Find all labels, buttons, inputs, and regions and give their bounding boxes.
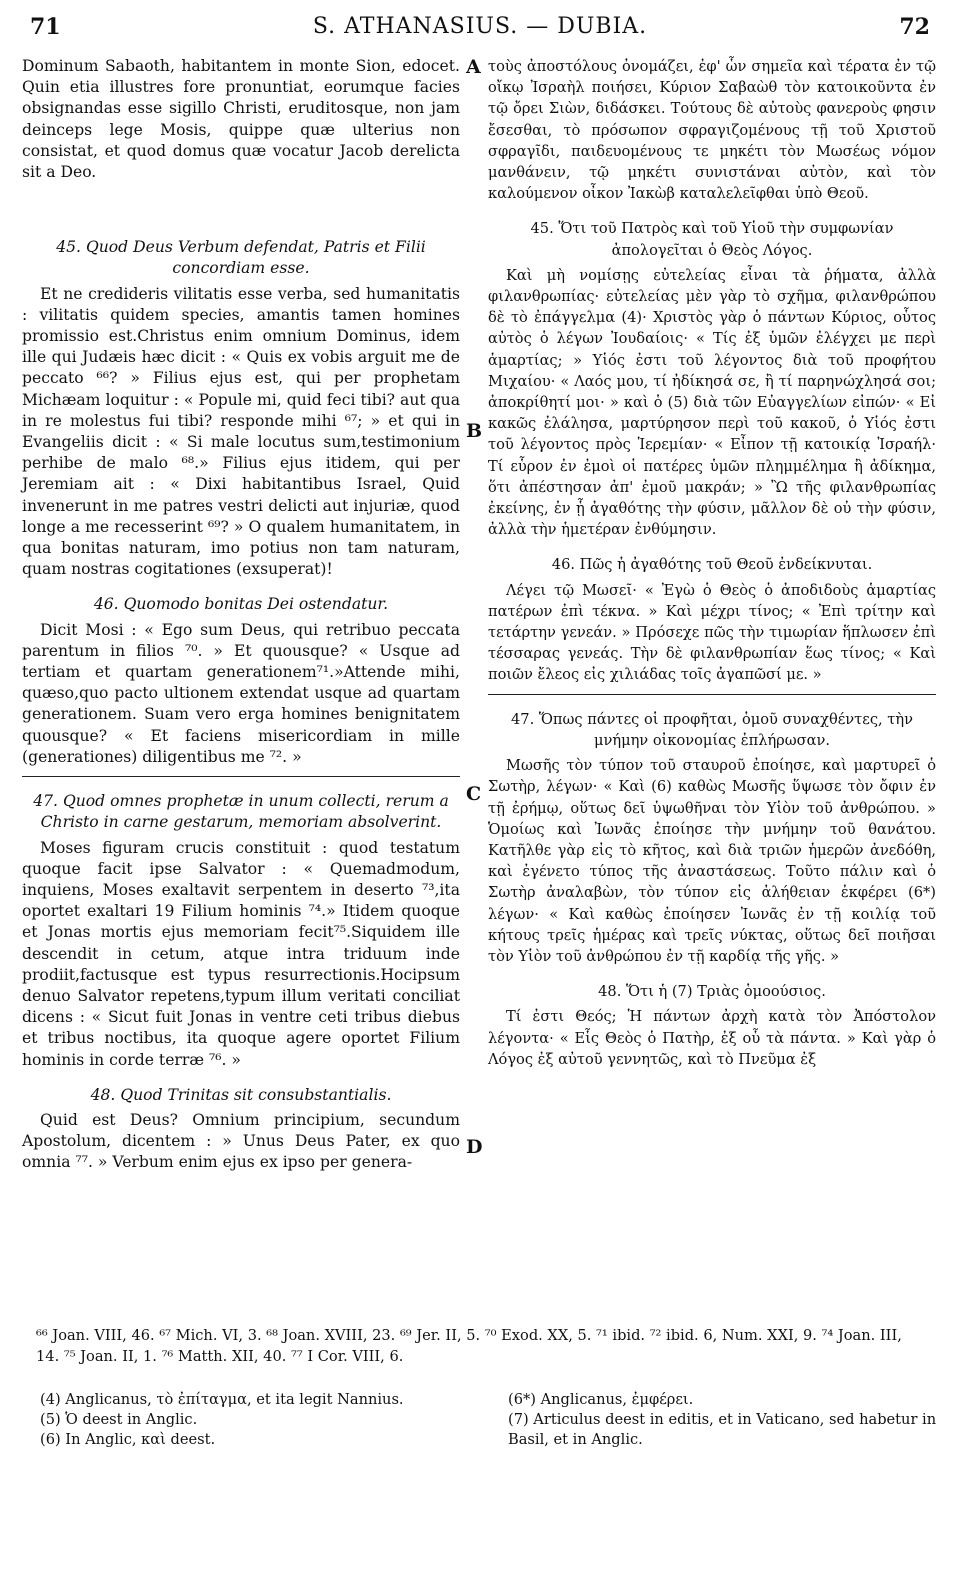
latin-section-48-title: 48. Quod Trinitas sit consubstantialis. (90, 1085, 392, 1104)
latin-section-47-text: Moses figuram crucis constituit : quod testatum quoque facit ipse Salvator : « Quemadmodum, inquiens, Moses exaltavit serpentem in deserto ⁷³,ita oportet exaltari 19 Filium hominis ⁷⁴.» Itidem quoque et Jonas mortis ejus memoriam fecit⁷⁵.Siquidem ille descendit in cetum, atque intra triduum inde prodiit,factusque est typus resurrectionis.Hocipsum denuo Salvator repetens,typum illum veritati conciliat dicens : « Sicut fuit Jonas in ventre ceti tribus diebus et tribus noctibus, ita quoque agere oportet Filium hominis in corde terræ ⁷⁶. » (22, 838, 460, 1069)
greek-divider (488, 694, 936, 695)
greek-section-48-text: Τί ἐστι Θεός; Ἡ πάντων ἀρχὴ κατὰ τὸν Ἀπόστολον λέγοντα· « Εἷς Θεὸς ὁ Πατὴρ, ἐξ οὗ τὰ πάντα. » Καὶ γὰρ ὁ Λόγος ἐξ αὐτοῦ γεννητῶς, καὶ τὸ Πνεῦμα ἐξ (488, 1008, 936, 1068)
latin-section-48-text: Quid est Deus? Omnium principium, secundum Apostolum, dicentem : » Unus Deus Pater, ex quo omnia ⁷⁷. » Verbum enim ejus ex ipso per genera- (22, 1110, 460, 1172)
running-title: S. ATHANASIUS. — DUBIA. (312, 14, 648, 39)
greek-section-45-text: Καὶ μὴ νομίσῃς εὐτελείας εἶναι τὰ ῥήματα, ἀλλὰ φιλανθρωπίας· εὐτελείας μὲν γὰρ τὸ σχῆμα, φιλανθρώπου δὲ τὸ ἐπάγγελμα (4)· Χριστὸς γὰρ ὁ πάντων Κύριος, οὗτος αὐτὸς ὁ λέγων Ἰουδαίοις· « Τίς ἐξ ὑμῶν ἐλέγχει με περὶ ἁμαρτίας; » Υἱός ἐστι τοῦ λέγοντος διὰ τοῦ προφήτου Μιχαίου· « Λαός μου, τί ἠδίκησά σε, ἢ τί παρηνώχλησά σοι; ἀποκρίθητί μοι· » καὶ ὁ (5) διὰ τῶν Εὐαγγελίων εἰπών· « Εἰ κακῶς ἐλάλησα, μαρτύρησον περὶ τοῦ κακοῦ, ὁ Υἱός ἐστι τοῦ λέγοντος πρὸς Ἱερεμίαν· « Εἶπον τῇ κατοικίᾳ Ἰσραήλ· Τί εὗρον ἐν ἐμοὶ οἱ πατέρες ὑμῶν πλημμέλημα ἢ ἀδίκημα, ὅτι ἀπέστησαν ἀπ' ἐμοῦ μακράν; » Ὢ τῆς φιλανθρωπίας ἐκείνης, ἐν ᾗ ἀγαθότης τὴν φύσιν, μᾶλλον δὲ οὐ τὴν φύσιν, ἀλλὰ τὴν ἡμετέραν ἐνθύμησιν. (488, 266, 936, 539)
note-5: (5) Ὁ deest in Anglic. (40, 1411, 198, 1428)
greek-column (488, 56, 936, 1070)
latin-section-45-title: 45. Quod Deus Verbum defendat, Patris et Filii concordiam esse. (56, 238, 426, 278)
note-6-star: (6*) Anglicanus, ἐμφέρει. (508, 1391, 694, 1408)
latin-section-47-title: 47. Quod omnes prophetæ in unum collecti, rerum a Christo in carne gestarum, memoriam absolverint. (33, 792, 449, 832)
page-number-right: 72 (899, 14, 930, 40)
textual-notes-right (508, 1390, 938, 1450)
margin-letter-b: B (466, 420, 483, 442)
note-7: (7) Articulus deest in editis, et in Vaticano, sed habetur in Basil, et in Anglic. (508, 1411, 937, 1448)
page-number-left: 71 (30, 14, 61, 40)
note-6: (6) In Anglic, καὶ deest. (40, 1431, 216, 1448)
greek-section-48-title: 48. Ὅτι ἡ (7) Τριὰς ὁμοούσιος. (598, 983, 826, 1001)
latin-divider (22, 776, 460, 777)
greek-section-45-title: 45. Ὅτι τοῦ Πατρὸς καὶ τοῦ Υἱοῦ τὴν συμφωνίαν ἀπολογεῖται ὁ Θεὸς Λόγος. (530, 220, 894, 259)
greek-section-47-text: Μωσῆς τὸν τύπον τοῦ σταυροῦ ἐποίησε, καὶ μαρτυρεῖ ὁ Σωτὴρ, λέγων· « Καὶ (6) καθὼς Μωσῆς ὕψωσε τὸν ὄφιν ἐν τῇ ἐρήμῳ, οὕτως δεῖ ὑψωθῆναι τὸν Υἱὸν τοῦ ἀνθρώπου. » Ὁμοίως καὶ Ἰωνᾶς ἐποίησε τὴν μνήμην τοῦ θανάτου. Κατῆλθε γὰρ εἰς τὸ κῆτος, καὶ διὰ τριῶν ἡμερῶν ἀνεδόθη, καὶ ἐγένετο τύπος τῆς ἀναστάσεως. Τοῦτο πάλιν καὶ ὁ Σωτὴρ ἀναλαβὼν, τὸν τύπον εἰς ἀλήθειαν ἐκφέρει (6*) λέγων· « Καὶ καθὼς ἐποίησεν Ἰωνᾶς ἐν τῇ κοιλίᾳ τοῦ κήτους τρεῖς ἡμέρας καὶ τρεῖς νύκτας, οὕτως δεῖ ποιῆσαι τὸν Υἱὸν τοῦ ἀνθρώπου ἐν τῇ καρδίᾳ τῆς γῆς. » (488, 757, 936, 965)
margin-letter-c: C (466, 783, 482, 805)
scripture-footnotes: ⁶⁶ Joan. VIII, 46. ⁶⁷ Mich. VI, 3. ⁶⁸ Joan. XVIII, 23. ⁶⁹ Jer. II, 5. ⁷⁰ Exod. XX, 5. ⁷¹ ibid. ⁷² ibid. 6, Num. XXI, 9. ⁷⁴ Joan. III, 14. ⁷⁵ Joan. II, 1. ⁷⁶ Matth. XII, 40. ⁷⁷ I Cor. VIII, 6. (36, 1327, 902, 1365)
textual-notes-left (40, 1390, 470, 1450)
latin-section-46-text: Dicit Mosi : « Ego sum Deus, qui retribuo peccata parentum in filios ⁷⁰. » Et quousque? « Usque ad tertiam et quartam generationem⁷¹.»Attende mihi, quæso,quo pacto ultionem extendat usque ad quartam generationem. Suam vero erga homines benignitatem quousque? « Et faciens misericordiam in mille (generationes) diligentibus me ⁷². » (22, 620, 460, 766)
latin-section-45-text: Et ne credideris vilitatis esse verba, sed humanitatis : vilitatis quidem species, amantis tamen homines promissio est.Christus enim omnium Dominus, idem ille qui Judæis hæc dicit : « Quis ex vobis arguit me de peccato ⁶⁶? » Filius ejus est, qui per prophetam Michæam loquitur : « Popule mi, quid feci tibi? aut qua in re molestus fui tibi? responde mihi ⁶⁷; » et qui in Evangeliis dicit : « Si male locutus sum,testimonium perhibe de malo ⁶⁸.» Filius ejus itidem, qui per Jeremiam ait : « Dixi habitantibus Israel, Quid invenerunt in me patres vestri delicti aut injuriæ, quod longe a me recesserint ⁶⁹? » O qualem humanitatem, in qua bonitas naturam, imo potius non tam naturam, quam nostras cogitationes (exsuperat)! (22, 284, 460, 579)
page-header (30, 14, 930, 44)
margin-letter-d: D (466, 1136, 483, 1158)
greek-section-46-title: 46. Πῶς ἡ ἀγαθότης τοῦ Θεοῦ ἐνδείκνυται. (551, 556, 873, 574)
greek-section-46-text: Λέγει τῷ Μωσεῖ· « Ἐγὼ ὁ Θεὸς ὁ ἀποδιδοὺς ἁμαρτίας πατέρων ἐπὶ τέκνα. » Καὶ μέχρι τίνος; « Ἐπὶ τρίτην καὶ τετάρτην γενεάν. » Πρόσεχε πῶς τὴν τιμωρίαν ἥπλωσεν ἐπὶ τέσσαρας γενεάς. Τὴν δὲ φιλανθρωπίαν ἕως τίνος; « Καὶ ποιῶν ἔλεος εἰς χιλιάδας τοῖς ἀγαπῶσί με. » (488, 581, 936, 684)
note-4: (4) Anglicanus, τὸ ἐπίταγμα, et ita legit Nannius. (40, 1391, 404, 1408)
margin-letter-a: A (466, 56, 481, 78)
greek-section-47-title: 47. Ὅπως πάντες οἱ προφῆται, ὁμοῦ συναχθέντες, τὴν μνήμην οἰκονομίας ἐπλήρωσαν. (511, 710, 913, 749)
greek-intro: τοὺς ἀποστόλους ὀνομάζει, ἐφ' ὧν σημεῖα καὶ τέρατα ἐν τῷ οἴκῳ Ἰσραὴλ ποιήσει, Κύριον Σαβαὼθ τὸν κατοικοῦντα ἐν τῷ ὄρει Σιὼν, διδάσκει. Τούτους δὲ αὐτοὺς φανεροὺς φησιν ἔσεσθαι, τὸ πρόσωπον σφραγιζομένους τῇ τοῦ Χριστοῦ σφραγῖδι, παιδευομένους τε μηκέτι τὸν Μωσέως νόμον μανθάνειν, τῷ μηκέτι συνιστάναι αὐτὸν, καὶ τὸν καλούμενον οἶκον Ἰακὼβ καταλελεῖφθαι ὑπὸ Θεοῦ. (488, 58, 936, 203)
latin-intro: Dominum Sabaoth, habitantem in monte Sion, edocet. Quin etia illustres fore pronuntiat, eorumque facies obsignandas esse sigillo Christi, eruditosque, non jam deinceps lege Mosis, quippe quæ ulterius non consistat, et quod domus quæ vocatur Jacob derelicta sit a Deo. (22, 57, 460, 182)
latin-section-46-title: 46. Quomodo bonitas Dei ostendatur. (93, 595, 389, 614)
latin-column (22, 56, 460, 1174)
